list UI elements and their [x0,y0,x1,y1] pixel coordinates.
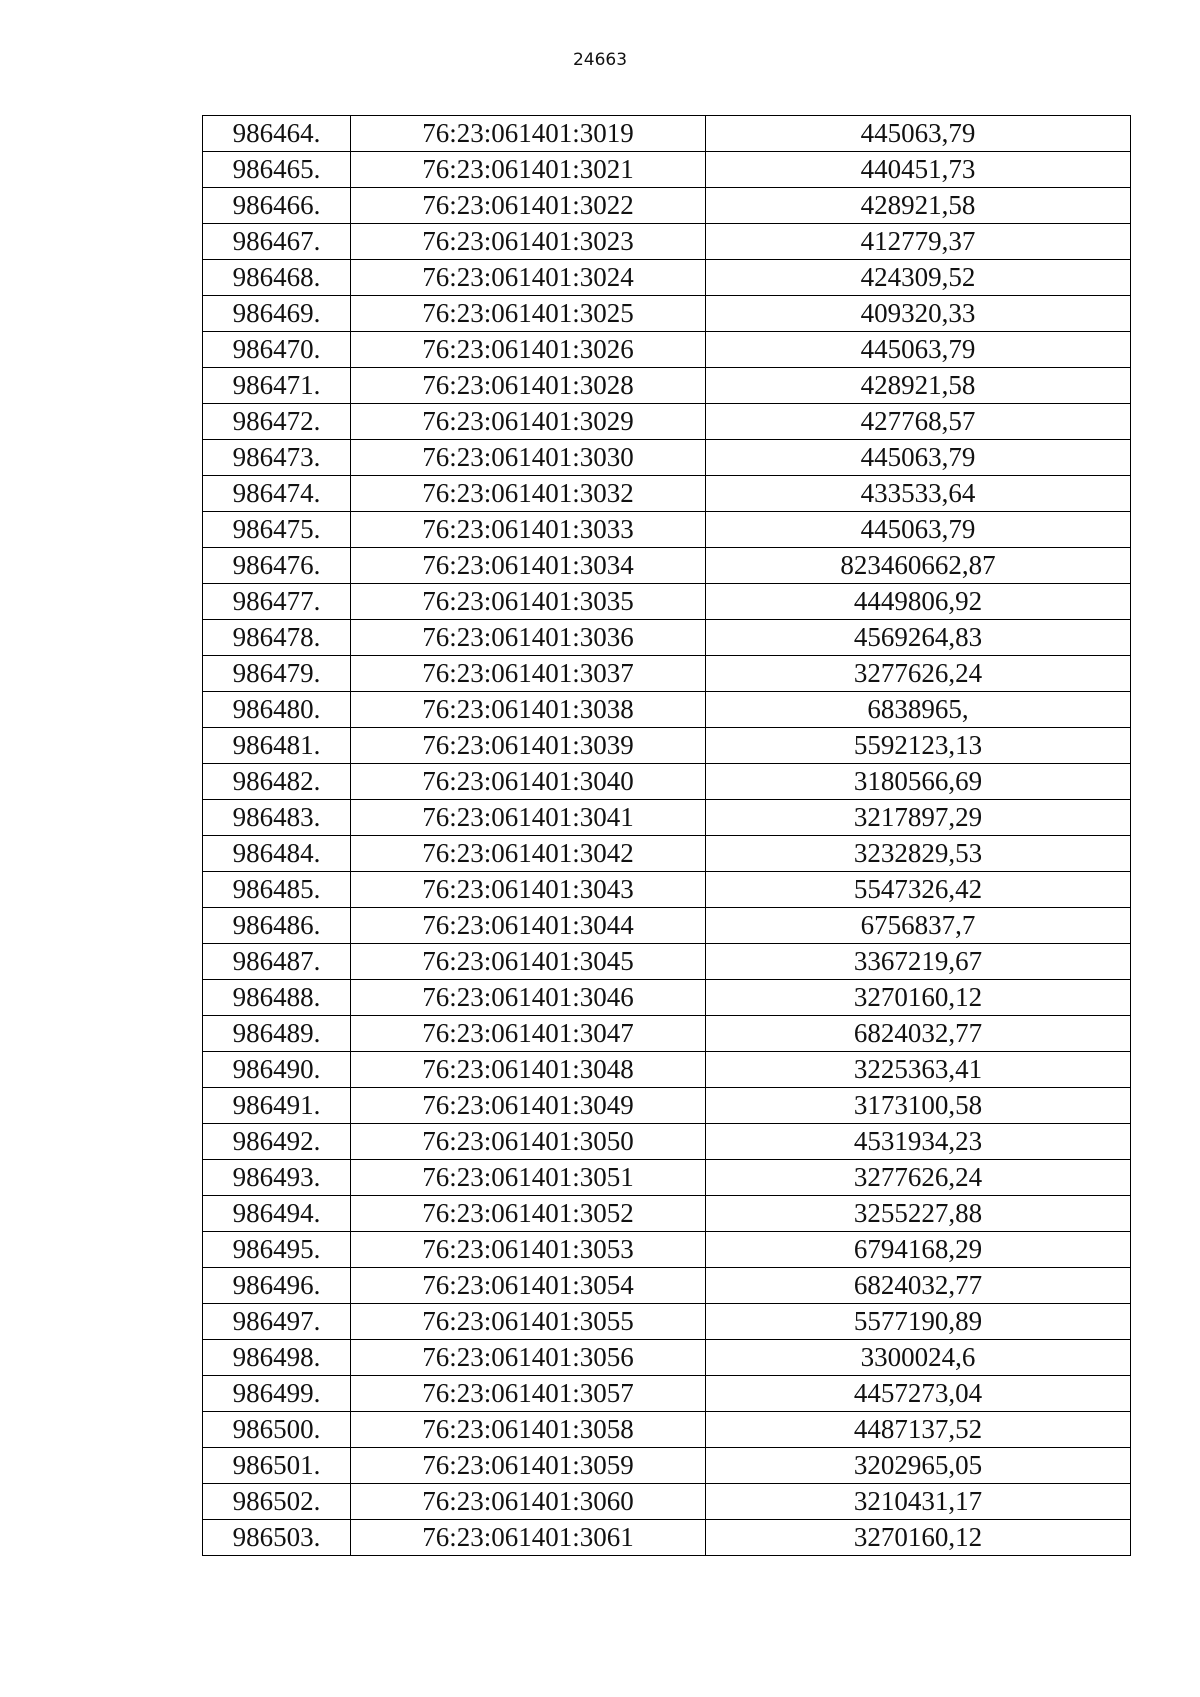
row-number-cell: 986500. [203,1412,351,1448]
cadastral-number-cell: 76:23:061401:3059 [351,1448,706,1484]
cadastral-number-cell: 76:23:061401:3038 [351,692,706,728]
cadastral-number-cell: 76:23:061401:3033 [351,512,706,548]
table-row [203,1304,1131,1340]
row-number-cell: 986496. [203,1268,351,1304]
row-number-cell: 986470. [203,332,351,368]
value-cell: 445063,79 [706,116,1131,152]
cadastral-number-cell: 76:23:061401:3045 [351,944,706,980]
row-number-cell: 986478. [203,620,351,656]
cadastral-number-cell: 76:23:061401:3032 [351,476,706,512]
table-row [203,368,1131,404]
table-body [203,116,1131,1556]
row-number-cell: 986488. [203,980,351,1016]
cadastral-number-cell: 76:23:061401:3050 [351,1124,706,1160]
value-cell: 3180566,69 [706,764,1131,800]
value-cell: 3202965,05 [706,1448,1131,1484]
cadastral-number-cell: 76:23:061401:3041 [351,800,706,836]
row-number-cell: 986475. [203,512,351,548]
row-number-cell: 986495. [203,1232,351,1268]
value-cell: 5577190,89 [706,1304,1131,1340]
table-row [203,1340,1131,1376]
cadastral-number-cell: 76:23:061401:3039 [351,728,706,764]
table-row [203,872,1131,908]
table-row [203,1376,1131,1412]
row-number-cell: 986492. [203,1124,351,1160]
table-row [203,1088,1131,1124]
value-cell: 6824032,77 [706,1016,1131,1052]
cadastral-number-cell: 76:23:061401:3048 [351,1052,706,1088]
cadastral-number-cell: 76:23:061401:3052 [351,1196,706,1232]
value-cell: 3217897,29 [706,800,1131,836]
row-number-cell: 986493. [203,1160,351,1196]
row-number-cell: 986479. [203,656,351,692]
value-cell: 6824032,77 [706,1268,1131,1304]
value-cell: 823460662,87 [706,548,1131,584]
cadastral-number-cell: 76:23:061401:3028 [351,368,706,404]
table-row [203,404,1131,440]
row-number-cell: 986484. [203,836,351,872]
table-row [203,980,1131,1016]
value-cell: 6756837,7 [706,908,1131,944]
row-number-cell: 986474. [203,476,351,512]
value-cell: 3300024,6 [706,1340,1131,1376]
row-number-cell: 986486. [203,908,351,944]
cadastral-number-cell: 76:23:061401:3022 [351,188,706,224]
value-cell: 428921,58 [706,188,1131,224]
table-row [203,1484,1131,1520]
row-number-cell: 986468. [203,260,351,296]
cadastral-number-cell: 76:23:061401:3026 [351,332,706,368]
row-number-cell: 986464. [203,116,351,152]
row-number-cell: 986477. [203,584,351,620]
cadastral-number-cell: 76:23:061401:3021 [351,152,706,188]
row-number-cell: 986499. [203,1376,351,1412]
cadastral-number-cell: 76:23:061401:3060 [351,1484,706,1520]
table-row [203,1412,1131,1448]
table-row [203,152,1131,188]
value-cell: 6838965, [706,692,1131,728]
row-number-cell: 986471. [203,368,351,404]
cadastral-number-cell: 76:23:061401:3035 [351,584,706,620]
table-row [203,548,1131,584]
value-cell: 445063,79 [706,512,1131,548]
row-number-cell: 986482. [203,764,351,800]
table-row [203,1232,1131,1268]
value-cell: 3270160,12 [706,1520,1131,1556]
table-row [203,188,1131,224]
row-number-cell: 986472. [203,404,351,440]
row-number-cell: 986491. [203,1088,351,1124]
table-row [203,1196,1131,1232]
value-cell: 3255227,88 [706,1196,1131,1232]
table-row [203,908,1131,944]
value-cell: 4531934,23 [706,1124,1131,1160]
cadastral-number-cell: 76:23:061401:3043 [351,872,706,908]
table-row [203,1160,1131,1196]
value-cell: 412779,37 [706,224,1131,260]
value-cell: 3225363,41 [706,1052,1131,1088]
row-number-cell: 986487. [203,944,351,980]
value-cell: 3277626,24 [706,656,1131,692]
value-cell: 3277626,24 [706,1160,1131,1196]
cadastral-number-cell: 76:23:061401:3029 [351,404,706,440]
row-number-cell: 986497. [203,1304,351,1340]
value-cell: 409320,33 [706,296,1131,332]
table-row [203,296,1131,332]
table-row [203,476,1131,512]
table-row [203,836,1131,872]
value-cell: 433533,64 [706,476,1131,512]
table-row [203,1520,1131,1556]
value-cell: 4569264,83 [706,620,1131,656]
table-row [203,512,1131,548]
cadastral-number-cell: 76:23:061401:3024 [351,260,706,296]
table-row [203,800,1131,836]
value-cell: 3210431,17 [706,1484,1131,1520]
table-row [203,620,1131,656]
cadastral-number-cell: 76:23:061401:3044 [351,908,706,944]
cadastral-number-cell: 76:23:061401:3040 [351,764,706,800]
cadastral-number-cell: 76:23:061401:3057 [351,1376,706,1412]
value-cell: 4487137,52 [706,1412,1131,1448]
table-row [203,440,1131,476]
cadastral-number-cell: 76:23:061401:3058 [351,1412,706,1448]
table-row [203,116,1131,152]
value-cell: 445063,79 [706,332,1131,368]
row-number-cell: 986473. [203,440,351,476]
cadastral-number-cell: 76:23:061401:3061 [351,1520,706,1556]
value-cell: 3367219,67 [706,944,1131,980]
table-row [203,332,1131,368]
cadastral-number-cell: 76:23:061401:3047 [351,1016,706,1052]
row-number-cell: 986481. [203,728,351,764]
table-row [203,728,1131,764]
row-number-cell: 986502. [203,1484,351,1520]
value-cell: 3232829,53 [706,836,1131,872]
row-number-cell: 986465. [203,152,351,188]
cadastral-number-cell: 76:23:061401:3056 [351,1340,706,1376]
value-cell: 428921,58 [706,368,1131,404]
table-row [203,1124,1131,1160]
cadastral-number-cell: 76:23:061401:3019 [351,116,706,152]
cadastral-number-cell: 76:23:061401:3054 [351,1268,706,1304]
row-number-cell: 986485. [203,872,351,908]
value-cell: 5547326,42 [706,872,1131,908]
value-cell: 4449806,92 [706,584,1131,620]
row-number-cell: 986503. [203,1520,351,1556]
row-number-cell: 986489. [203,1016,351,1052]
cadastral-number-cell: 76:23:061401:3025 [351,296,706,332]
value-cell: 427768,57 [706,404,1131,440]
page-number: 24663 [572,50,628,70]
row-number-cell: 986480. [203,692,351,728]
cadastral-number-cell: 76:23:061401:3030 [351,440,706,476]
row-number-cell: 986501. [203,1448,351,1484]
row-number-cell: 986476. [203,548,351,584]
cadastral-number-cell: 76:23:061401:3053 [351,1232,706,1268]
value-cell: 3270160,12 [706,980,1131,1016]
table-row [203,764,1131,800]
table-row [203,656,1131,692]
row-number-cell: 986469. [203,296,351,332]
row-number-cell: 986467. [203,224,351,260]
value-cell: 6794168,29 [706,1232,1131,1268]
cadastral-number-cell: 76:23:061401:3036 [351,620,706,656]
table-row [203,584,1131,620]
value-cell: 440451,73 [706,152,1131,188]
row-number-cell: 986483. [203,800,351,836]
table-row [203,944,1131,980]
row-number-cell: 986490. [203,1052,351,1088]
cadastral-number-cell: 76:23:061401:3055 [351,1304,706,1340]
value-cell: 424309,52 [706,260,1131,296]
table-row [203,1016,1131,1052]
cadastral-number-cell: 76:23:061401:3051 [351,1160,706,1196]
value-cell: 445063,79 [706,440,1131,476]
cadastral-number-cell: 76:23:061401:3034 [351,548,706,584]
table-row [203,260,1131,296]
cadastral-number-cell: 76:23:061401:3049 [351,1088,706,1124]
row-number-cell: 986494. [203,1196,351,1232]
table-row [203,1448,1131,1484]
row-number-cell: 986466. [203,188,351,224]
cadastral-number-cell: 76:23:061401:3046 [351,980,706,1016]
value-cell: 4457273,04 [706,1376,1131,1412]
table-row [203,224,1131,260]
row-number-cell: 986498. [203,1340,351,1376]
value-cell: 3173100,58 [706,1088,1131,1124]
cadastral-number-cell: 76:23:061401:3023 [351,224,706,260]
value-cell: 5592123,13 [706,728,1131,764]
table-row [203,1052,1131,1088]
table-row [203,692,1131,728]
table-row [203,1268,1131,1304]
cadastral-number-cell: 76:23:061401:3037 [351,656,706,692]
cadastral-value-table [202,115,1131,1556]
cadastral-number-cell: 76:23:061401:3042 [351,836,706,872]
